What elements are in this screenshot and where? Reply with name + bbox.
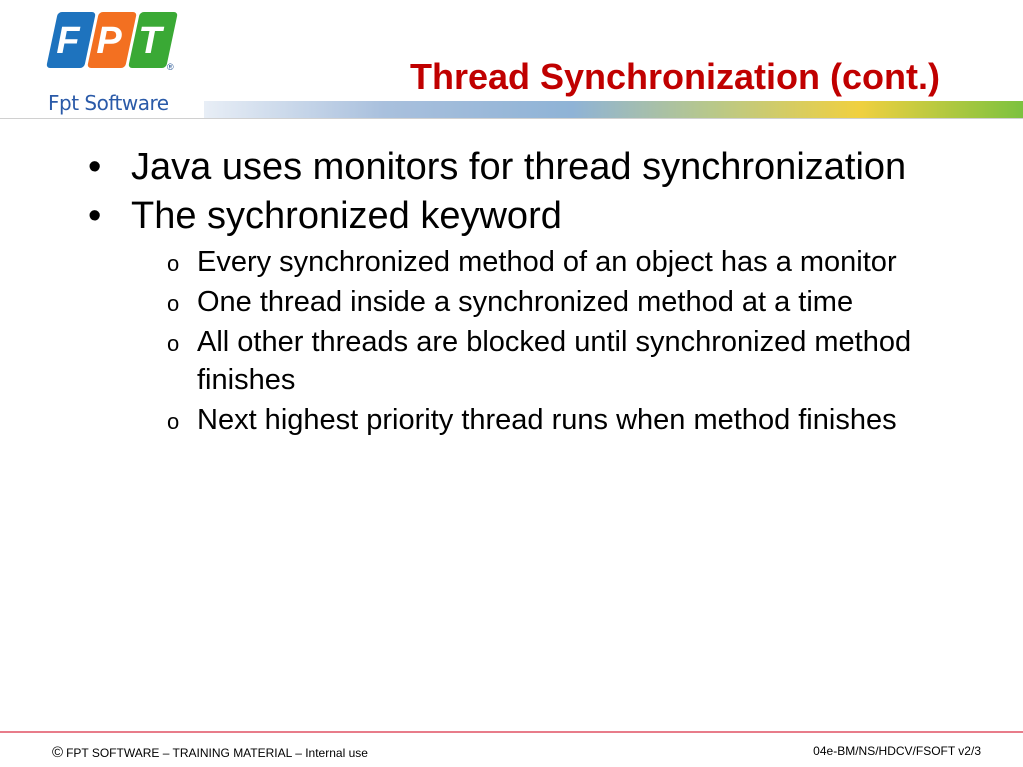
bullet-text: The sychronized keyword bbox=[131, 195, 562, 237]
footer-document-code: 04e-BM/NS/HDCV/FSOFT v2/3 bbox=[813, 744, 981, 758]
sub-bullet-item bbox=[167, 243, 928, 281]
fpt-logo bbox=[46, 7, 186, 117]
sub-bullet-item bbox=[167, 401, 928, 439]
bullet-marker: • bbox=[88, 195, 102, 237]
logo-letter-p: P bbox=[96, 20, 122, 62]
sub-bullet-text: Next highest priority thread runs when method finishes bbox=[197, 404, 897, 436]
header-decorative-band bbox=[204, 101, 1023, 118]
header-divider bbox=[0, 118, 1023, 119]
logo-letter-f: F bbox=[56, 20, 80, 62]
registered-mark: ® bbox=[167, 62, 174, 72]
footer-copyright bbox=[52, 744, 368, 761]
bullet-item bbox=[88, 192, 928, 241]
sub-bullet-marker: o bbox=[167, 291, 180, 316]
bullet-text: Java uses monitors for thread synchronization bbox=[131, 146, 907, 188]
bullet-marker: • bbox=[88, 146, 102, 188]
sub-bullet-marker: o bbox=[167, 251, 180, 276]
logo-text: Fpt Software bbox=[48, 91, 169, 115]
sub-bullet-item bbox=[167, 283, 928, 321]
sub-bullet-text: Every synchronized method of an object has a monitor bbox=[197, 246, 897, 278]
sub-bullet-text: All other threads are blocked until synchronized method finishes bbox=[197, 326, 912, 396]
bullet-item bbox=[88, 143, 928, 192]
sub-bullet-text: One thread inside a synchronized method at a time bbox=[197, 286, 854, 318]
sub-bullet-marker: o bbox=[167, 409, 180, 434]
sub-bullet-item bbox=[167, 323, 928, 399]
footer-left-text: FPT SOFTWARE – TRAINING MATERIAL – Internal use bbox=[66, 746, 368, 760]
logo-letter-t: T bbox=[138, 20, 162, 62]
slide-body bbox=[88, 143, 928, 439]
sub-bullet-marker: o bbox=[167, 331, 180, 356]
footer-divider bbox=[0, 731, 1023, 733]
copyright-symbol: © bbox=[52, 744, 64, 761]
slide-title: Thread Synchronization (cont.) bbox=[409, 56, 940, 97]
logo-tiles bbox=[46, 7, 176, 82]
